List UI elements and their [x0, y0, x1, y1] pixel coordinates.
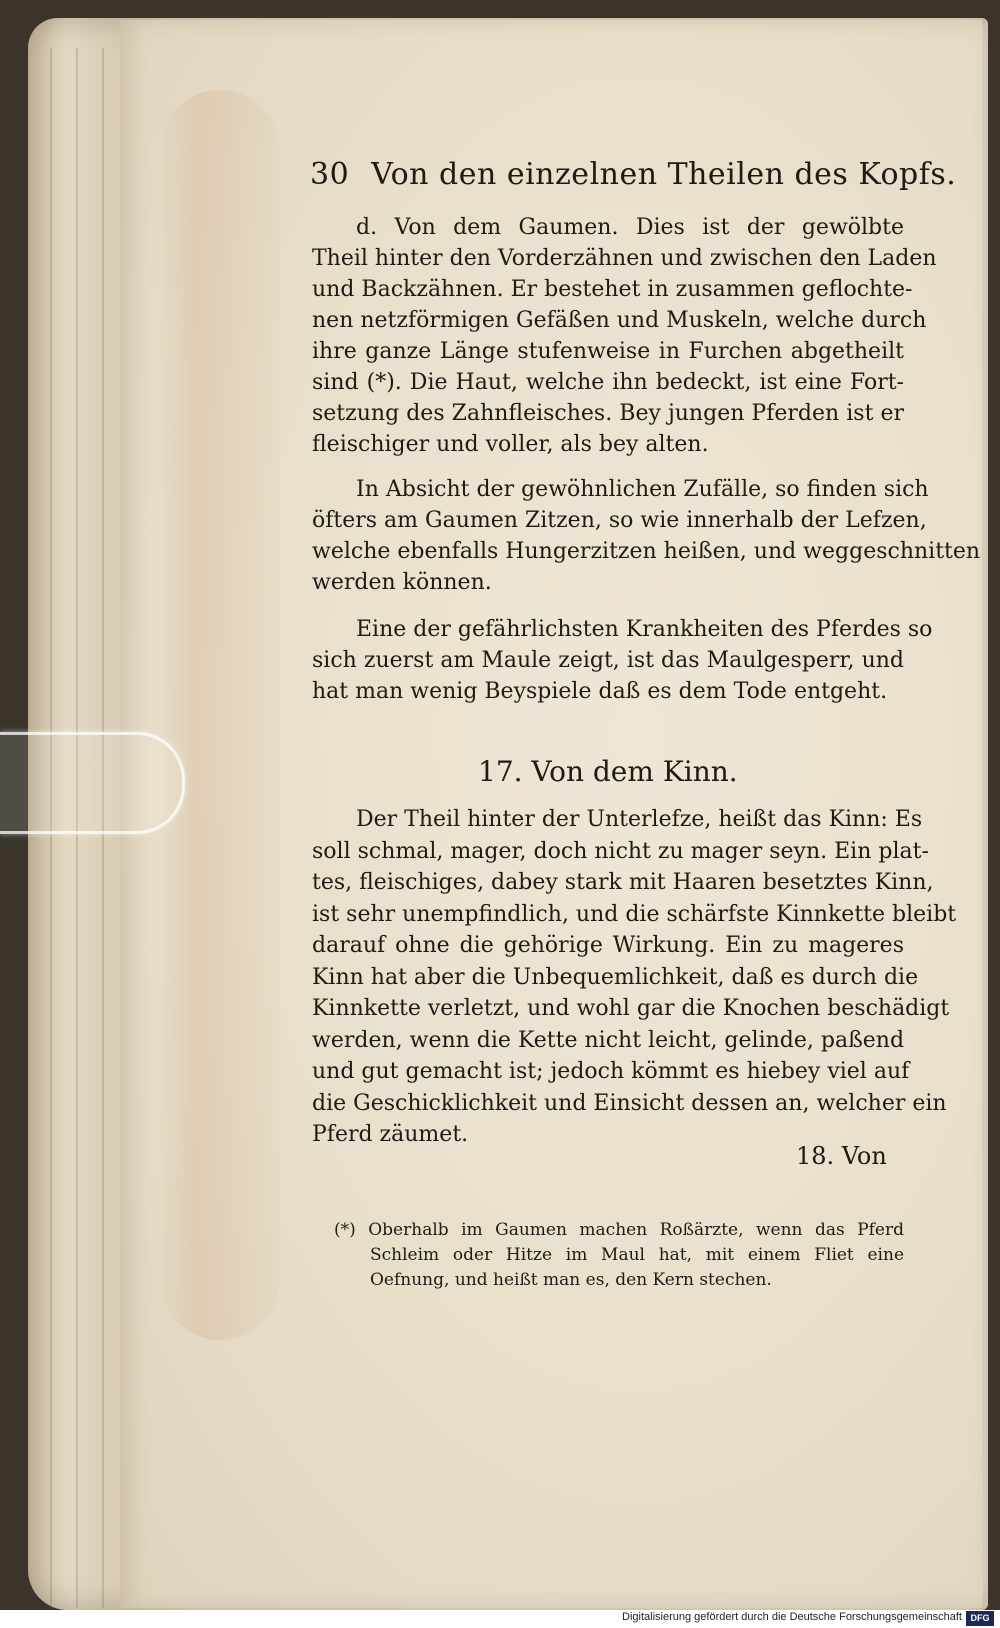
running-header	[310, 157, 957, 192]
running-title: Von den einzelnen Theilen des Kopfs.	[371, 157, 957, 192]
page-clip	[0, 732, 185, 834]
page-number: 30	[310, 157, 350, 192]
text-line: ist sehr unempfindlich, und die schärfste Kinnkette bleibt	[312, 901, 957, 927]
catchword: 18. Von	[796, 1142, 887, 1170]
text-line: sich zuerst am Maule zeigt, ist das Maulgesperr, und	[312, 648, 904, 673]
footnote-line: Schleim oder Hitze im Maul hat, mit einem Fliet eine	[370, 1245, 904, 1265]
text-line: darauf ohne die gehörige Wirkung. Ein zu mageres	[312, 933, 904, 958]
text-line: Der Theil hinter der Unterlefze, heißt das Kinn: Es	[356, 807, 923, 832]
text-line: fleischiger und voller, als bey alten.	[312, 432, 709, 457]
text-line: Kinnkette verletzt, und wohl gar die Knochen beschädigt	[312, 996, 950, 1021]
text-line: nen netzförmigen Gefäßen und Muskeln, welche durch	[312, 308, 927, 333]
text-line: In Absicht der gewöhnlichen Zufälle, so finden sich	[356, 477, 929, 502]
text-line: öfters am Gaumen Zitzen, so wie innerhalb der Lefzen,	[312, 508, 927, 533]
text-line: setzung des Zahnfleisches. Bey jungen Pferden ist er	[312, 401, 904, 426]
dfg-logo: DFG	[966, 1611, 994, 1626]
text-line: Pferd zäumet.	[312, 1122, 469, 1147]
footnote-line: Oefnung, und heißt man es, den Kern stechen.	[370, 1270, 772, 1290]
text-line: tes, fleischiges, dabey stark mit Haaren besetztes Kinn,	[312, 870, 934, 895]
text-line: sind (*). Die Haut, welche ihn bedeckt, ist eine Fort-	[312, 370, 904, 395]
page-stain	[160, 90, 280, 1340]
paragraph-maulgesperr	[312, 614, 933, 707]
text-line: werden können.	[312, 570, 492, 595]
footnote	[334, 1218, 904, 1293]
text-line: und gut gemacht ist; jedoch kömmt es hiebey viel auf	[312, 1059, 910, 1084]
text-line: soll schmal, mager, doch nicht zu mager seyn. Ein plat-	[312, 838, 929, 864]
text-line: werden, wenn die Kette nicht leicht, gelinde, paßend	[312, 1027, 905, 1053]
text-line: ihre ganze Länge stufenweise in Furchen abgetheilt	[312, 339, 904, 364]
text-line: d. Von dem Gaumen. Dies ist der gewölbte	[356, 215, 904, 240]
text-line: Kinn hat aber die Unbequemlichkeit, daß es durch die	[312, 964, 919, 990]
text-line: Eine der gefährlichsten Krankheiten des Pferdes so	[356, 617, 933, 642]
section-heading: 17. Von dem Kinn.	[478, 755, 738, 788]
text-line: die Geschicklichkeit und Einsicht dessen an, welcher ein	[312, 1090, 947, 1116]
footnote-line: (*) Oberhalb im Gaumen machen Roßärzte, wenn das Pferd	[334, 1220, 904, 1240]
paragraph-kinn	[312, 804, 957, 1151]
text-line: Theil hinter den Vorderzähnen und zwischen den Laden	[312, 246, 937, 271]
paragraph-gaumen	[312, 212, 937, 460]
text-line: hat man wenig Beyspiele daß es dem Tode entgeht.	[312, 679, 888, 704]
paragraph-zufaelle	[312, 474, 981, 598]
dfg-credit-text: Digitalisierung gefördert durch die Deutsche Forschungsgemeinschaft	[622, 1611, 962, 1623]
text-line: und Backzähnen. Er bestehet in zusammen geflochte-	[312, 277, 913, 302]
text-line: welche ebenfalls Hungerzitzen heißen, und weggeschnitten	[312, 539, 981, 564]
